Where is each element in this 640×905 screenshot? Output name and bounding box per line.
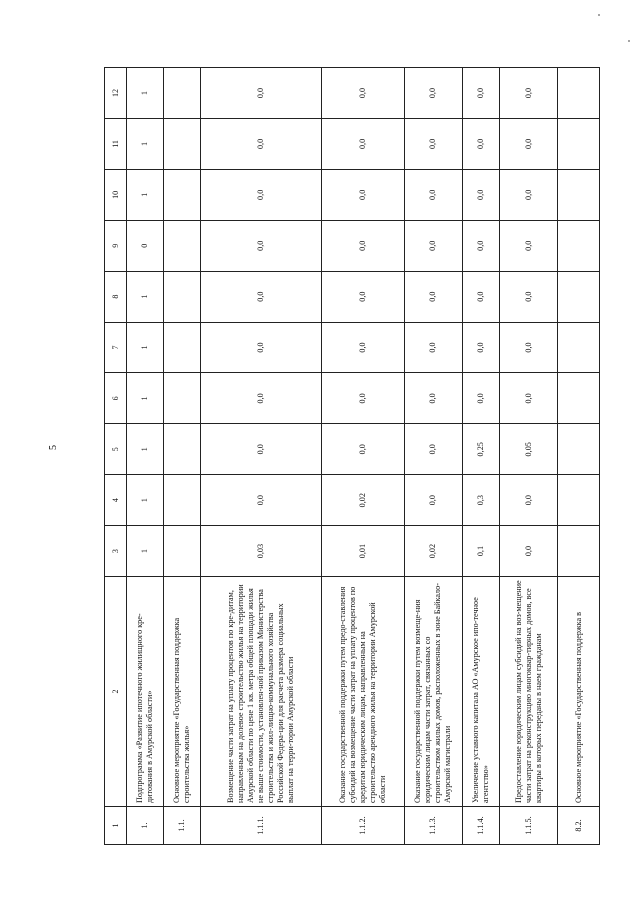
value-cell: 0,0	[201, 271, 321, 322]
value-cell	[558, 220, 600, 271]
row-description: Возмещение части затрат на уплату процентов по кре-дитам, направленным на долевое строительство жилья на территории Амурской области по цене 1 кв. метра общей площади жилья не выше стоимости, установлен-ной приказом Министерства строительства и жил-лищно-коммунального хозяйства Российской Федера-ции для расчета размера социальных выплат на терри-тории Амурской области	[201, 577, 321, 807]
value-cell	[558, 118, 600, 169]
column-header: 9	[105, 220, 127, 271]
value-cell: 0,0	[500, 169, 558, 220]
value-cell: 0,0	[462, 220, 499, 271]
row-number: 1.1.3.	[404, 807, 462, 845]
row-number: 1.1.	[164, 807, 201, 845]
value-cell	[164, 118, 201, 169]
value-cell: 0,0	[462, 118, 499, 169]
value-cell: 0,0	[321, 68, 404, 119]
value-cell: 0,0	[404, 322, 462, 373]
table-row	[321, 68, 404, 845]
value-cell: 0,02	[321, 475, 404, 526]
table-row	[462, 68, 499, 845]
value-cell	[558, 373, 600, 424]
row-description: Оказание государственной поддержки путем возмеще-ния юридическим лицам части затрат, связанных со строительством жилых домов, расположенных в зоне Байкало-Амурской магистрали	[404, 577, 462, 807]
table-row	[500, 68, 558, 845]
value-cell: 0,0	[201, 424, 321, 475]
value-cell: 1	[126, 475, 163, 526]
value-cell: 0,0	[321, 424, 404, 475]
value-cell: 1	[126, 169, 163, 220]
column-header: 7	[105, 322, 127, 373]
value-cell: 0,0	[201, 220, 321, 271]
table-row	[558, 68, 600, 845]
value-cell: 0,03	[201, 526, 321, 577]
value-cell: 0,0	[462, 169, 499, 220]
value-cell: 0,0	[404, 271, 462, 322]
value-cell: 0,0	[462, 68, 499, 119]
value-cell: 0,0	[500, 118, 558, 169]
value-cell	[164, 68, 201, 119]
value-cell: 1	[126, 322, 163, 373]
row-number: 1.1.2.	[321, 807, 404, 845]
table-row	[126, 68, 163, 845]
table-row	[164, 68, 201, 845]
row-description: Увеличение уставного капитала АО «Амурское ипо-течное агентство»	[462, 577, 499, 807]
value-cell: 0,05	[500, 424, 558, 475]
value-cell: 0,0	[500, 271, 558, 322]
value-cell: 0,0	[404, 424, 462, 475]
value-cell: 0,0	[462, 373, 499, 424]
value-cell	[558, 526, 600, 577]
column-header: 5	[105, 424, 127, 475]
row-number: 1.1.4.	[462, 807, 499, 845]
value-cell: 0,0	[404, 68, 462, 119]
value-cell	[558, 424, 600, 475]
value-cell: 0,0	[321, 169, 404, 220]
column-header: 4	[105, 475, 127, 526]
value-cell	[164, 271, 201, 322]
value-cell	[164, 424, 201, 475]
value-cell: 0,02	[404, 526, 462, 577]
rotated-table-container	[104, 68, 600, 845]
scan-speck	[628, 40, 630, 42]
value-cell: 0,0	[201, 475, 321, 526]
row-description: Подпрограмма «Развитие ипотечного жилищного кре-дитования в Амурской области»	[126, 577, 163, 807]
value-cell: 0,0	[201, 373, 321, 424]
value-cell: 0,0	[500, 526, 558, 577]
value-cell: 0	[126, 220, 163, 271]
value-cell: 1	[126, 118, 163, 169]
value-cell: 1	[126, 424, 163, 475]
row-description: Предоставление юридическим лицам субсидий на воз-мещение части затрат на реконструкцию многоквар-тирных домов, все квартиры в которых переданы в наем гражданам	[500, 577, 558, 807]
table-row	[201, 68, 321, 845]
value-cell	[558, 475, 600, 526]
page-number: 5	[48, 445, 59, 450]
value-cell	[164, 373, 201, 424]
value-cell: 0,0	[462, 271, 499, 322]
value-cell: 1	[126, 526, 163, 577]
value-cell: 0,0	[404, 475, 462, 526]
value-cell	[558, 271, 600, 322]
header-row	[105, 68, 127, 845]
value-cell: 0,0	[500, 475, 558, 526]
column-header: 1	[105, 807, 127, 845]
value-cell	[164, 526, 201, 577]
value-cell: 0,0	[321, 220, 404, 271]
table-row	[404, 68, 462, 845]
indicators-table	[104, 67, 600, 845]
column-header: 12	[105, 68, 127, 119]
value-cell: 0,0	[500, 68, 558, 119]
scan-speck	[598, 14, 600, 16]
value-cell	[558, 169, 600, 220]
value-cell: 0,0	[462, 322, 499, 373]
column-header: 8	[105, 271, 127, 322]
value-cell: 0,0	[201, 118, 321, 169]
row-number: 1.1.1.	[201, 807, 321, 845]
row-description: Основное мероприятие «Государственная поддержка в	[558, 577, 600, 807]
value-cell: 1	[126, 373, 163, 424]
value-cell: 0,1	[462, 526, 499, 577]
row-number: 1.	[126, 807, 163, 845]
value-cell: 0,0	[201, 169, 321, 220]
column-header: 6	[105, 373, 127, 424]
value-cell	[558, 68, 600, 119]
column-header: 10	[105, 169, 127, 220]
value-cell	[164, 475, 201, 526]
column-header: 2	[105, 577, 127, 807]
value-cell: 0,0	[404, 220, 462, 271]
value-cell: 0,0	[404, 169, 462, 220]
value-cell	[558, 322, 600, 373]
value-cell: 0,0	[321, 322, 404, 373]
value-cell: 0,0	[500, 373, 558, 424]
value-cell: 0,0	[321, 118, 404, 169]
row-description: Оказание государственной поддержки путем предо-ставления субсидий на возмещение части затрат на уплату процентов по кредитам юридическим лицам, направленным на строительство арендного жилья на территории Амурской области	[321, 577, 404, 807]
value-cell	[164, 169, 201, 220]
column-header: 11	[105, 118, 127, 169]
value-cell: 0,0	[500, 220, 558, 271]
value-cell: 1	[126, 68, 163, 119]
value-cell: 0,0	[404, 373, 462, 424]
value-cell: 0,3	[462, 475, 499, 526]
row-description: Основное мероприятие «Государственная поддержка строительства жилья»	[164, 577, 201, 807]
column-header: 3	[105, 526, 127, 577]
value-cell: 0,0	[201, 322, 321, 373]
value-cell: 0,0	[321, 271, 404, 322]
value-cell: 1	[126, 271, 163, 322]
value-cell	[164, 220, 201, 271]
value-cell: 0,0	[201, 68, 321, 119]
value-cell: 0,0	[500, 322, 558, 373]
value-cell: 0,0	[321, 373, 404, 424]
value-cell	[164, 322, 201, 373]
value-cell: 0,0	[404, 118, 462, 169]
row-number: 1.1.5.	[500, 807, 558, 845]
row-number: 8.2.	[558, 807, 600, 845]
value-cell: 0,01	[321, 526, 404, 577]
value-cell: 0,25	[462, 424, 499, 475]
